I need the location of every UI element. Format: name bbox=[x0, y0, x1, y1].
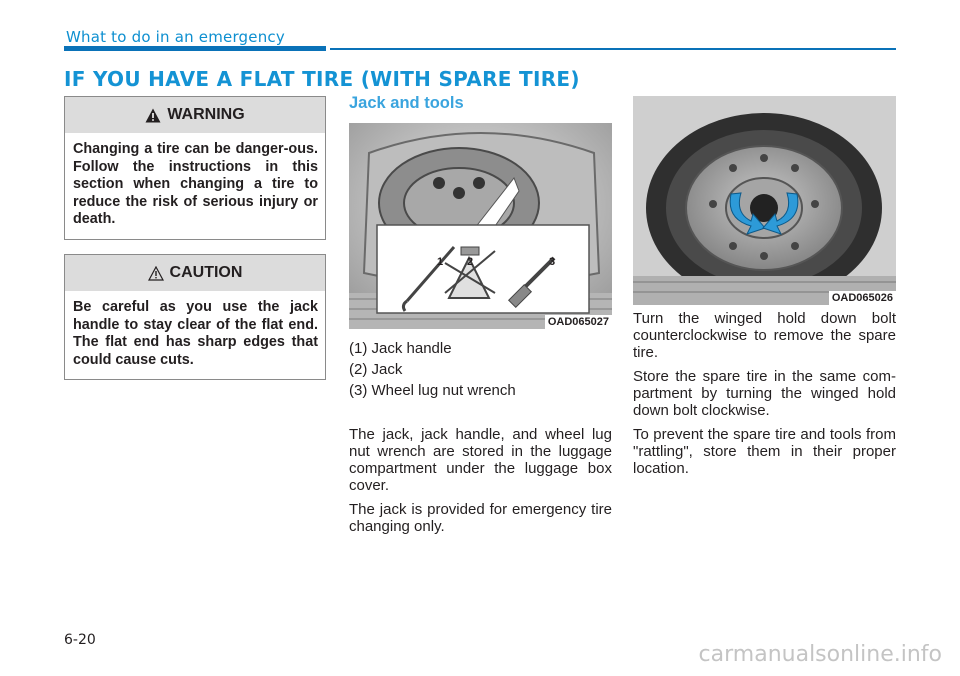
callout-3: 3 bbox=[549, 256, 556, 268]
spare-tire-image bbox=[633, 96, 896, 305]
page-number: 6-20 bbox=[64, 632, 96, 648]
warning-title: WARNING bbox=[167, 106, 245, 123]
jack-tools-image bbox=[349, 123, 612, 329]
jack-tools-heading: Jack and tools bbox=[349, 94, 464, 112]
watermark: carmanualsonline.info bbox=[698, 642, 942, 667]
callout-2: 2 bbox=[467, 256, 474, 268]
paragraph: To prevent the spare tire and tools from "rattling", store them in their proper location. bbox=[633, 426, 896, 477]
warning-text: Changing a tire can be danger-ous. Follow the instructions in this section when changing a tire to reduce the risk of serious injury or death. bbox=[73, 141, 318, 227]
warning-triangle-icon bbox=[145, 108, 161, 123]
paragraph: Turn the winged hold down bolt counterclockwise to remove the spare tire. bbox=[633, 310, 896, 361]
header-rule-thick bbox=[64, 46, 326, 51]
spare-tire-illustration bbox=[633, 96, 896, 305]
warning-header bbox=[65, 97, 325, 133]
caution-triangle-icon bbox=[148, 266, 164, 281]
warning-box bbox=[64, 96, 326, 240]
jack-tools-text bbox=[349, 426, 612, 542]
page-heading: IF YOU HAVE A FLAT TIRE (WITH SPARE TIRE) bbox=[64, 67, 580, 91]
spare-tire-text bbox=[633, 310, 896, 484]
jack-tools-list bbox=[349, 338, 612, 401]
caution-text: Be careful as you use the jack handle to stay clear of the flat end. The flat end has sharp edges that could cause cuts. bbox=[73, 299, 318, 368]
list-item: (3) Wheel lug nut wrench bbox=[349, 382, 516, 399]
header-rule-thin bbox=[330, 48, 896, 50]
list-item: (2) Jack bbox=[349, 361, 403, 378]
spare-image-code: OAD065026 bbox=[829, 291, 896, 305]
paragraph: The jack, jack handle, and wheel lug nut wrench are stored in the luggage compartment under the luggage box cover. bbox=[349, 426, 612, 494]
caution-box bbox=[64, 254, 326, 380]
list-item: (1) Jack handle bbox=[349, 340, 452, 357]
callout-1: 1 bbox=[437, 256, 444, 268]
luggage-compartment-illustration bbox=[349, 123, 612, 329]
paragraph: Store the spare tire in the same com-partment by turning the winged hold down bolt clockwise. bbox=[633, 368, 896, 419]
paragraph: The jack is provided for emergency tire changing only. bbox=[349, 501, 612, 535]
section-title: What to do in an emergency bbox=[66, 28, 285, 46]
caution-header bbox=[65, 255, 325, 291]
jack-image-code: OAD065027 bbox=[545, 315, 612, 329]
caution-title: CAUTION bbox=[169, 264, 243, 281]
